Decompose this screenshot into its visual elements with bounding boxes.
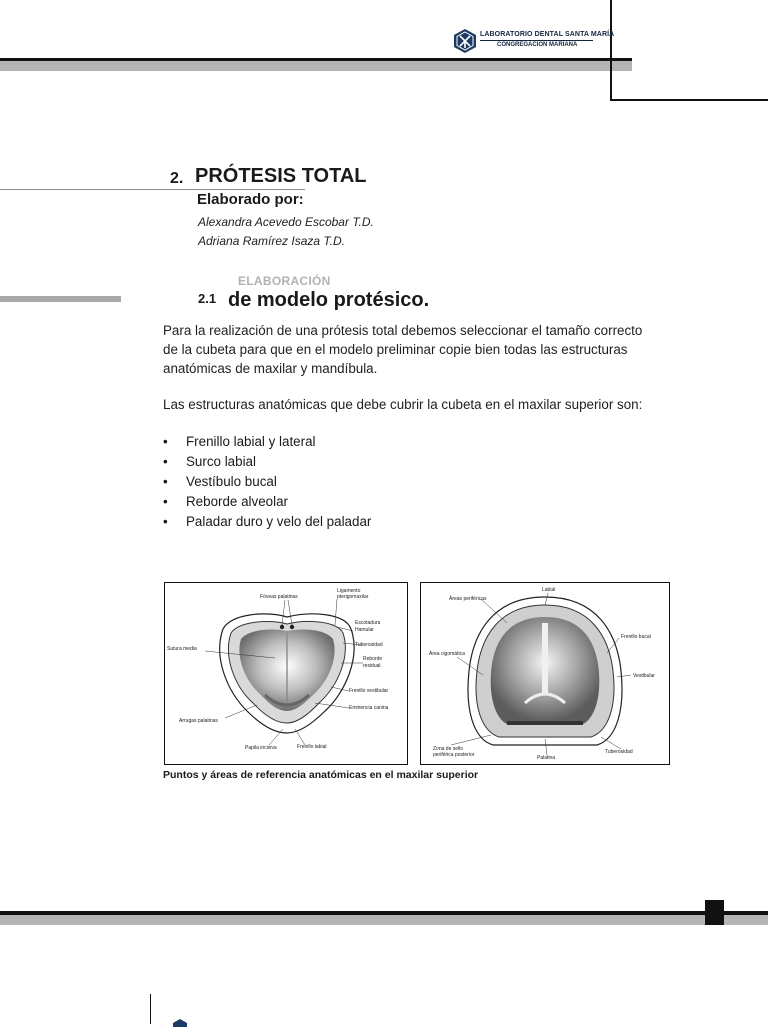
subsection-kicker: ELABORACIÓN: [238, 274, 331, 288]
logo-rule: [480, 40, 593, 41]
lab-logo-icon: [173, 1019, 187, 1027]
list-item: • Paladar duro y velo del paladar: [163, 512, 371, 532]
list-item: • Vestíbulo bucal: [163, 472, 371, 492]
subsection-number: 2.1: [198, 291, 217, 306]
author-heading: Elaborado por:: [197, 191, 304, 208]
figure-peripheral-areas: [420, 582, 670, 765]
corner-mark-vertical: [610, 0, 612, 101]
figure-label: Frenillo bucal: [621, 634, 651, 640]
bullet-icon: •: [163, 514, 168, 529]
figure-maxilla-landmarks: [164, 582, 408, 765]
figure-label: Tuberosidad: [355, 642, 383, 648]
author-name: Adriana Ramírez Isaza T.D.: [198, 234, 345, 248]
bullet-icon: •: [163, 494, 168, 509]
figure-label: Arrugas palatinas: [179, 718, 218, 724]
footer-vertical-rule: [150, 994, 151, 1024]
figure-label: Palatina: [537, 755, 556, 761]
figure-label: Área cigomática: [429, 651, 465, 657]
body-paragraph: [163, 321, 678, 378]
figure-label: Fóveas palatinas: [260, 594, 298, 600]
corner-mark-horizontal: [610, 99, 768, 101]
section-rule: [0, 189, 305, 190]
figure-label: Labial: [542, 587, 556, 593]
header-gray-bar: [0, 61, 632, 71]
author-name: Alexandra Acevedo Escobar T.D.: [198, 215, 374, 229]
figure-label: Áreas periféricas: [449, 596, 487, 602]
list-item: • Frenillo labial y lateral: [163, 432, 371, 452]
structures-list: [163, 432, 371, 532]
paragraph-line: de la cubeta para que en el modelo preliminar copie bien todas las estructuras: [163, 342, 628, 357]
subsection-title: de modelo protésico.: [228, 289, 430, 311]
subsection-gray-bar: [0, 296, 121, 302]
bullet-icon: •: [163, 434, 168, 449]
figure-label: Escotadura: [355, 620, 381, 626]
paragraph-line: Para la realización de una prótesis total debemos seleccionar el tamaño correcto: [163, 323, 643, 338]
figure-label: Reborde: [363, 656, 383, 662]
figure-label: Frenillo vestibular: [349, 688, 389, 694]
section-title: PRÓTESIS TOTAL: [195, 165, 367, 187]
footer-gray-bar: [0, 915, 768, 925]
figure-label: Papila incisiva: [245, 745, 277, 751]
logo-subtitle: CONGREGACIÓN MARIANA: [497, 42, 578, 48]
figure-label: Eminencia canina: [349, 705, 389, 711]
footer-square-marker: [705, 900, 724, 925]
section-number: 2.: [170, 170, 184, 187]
figure-label: residual: [363, 663, 381, 669]
figure-label: Frenillo labial: [297, 744, 327, 750]
figure-caption: Puntos y áreas de referencia anatómicas en el maxilar superior: [163, 769, 479, 781]
list-item: • Surco labial: [163, 452, 371, 472]
figure-label: pterigomaxilar: [337, 594, 369, 600]
figure-label: periférica posterior: [433, 752, 475, 758]
figure-label: Zona de sello: [433, 746, 464, 752]
figure-label: Ligamento: [337, 588, 361, 594]
list-item: • Reborde alveolar: [163, 492, 371, 512]
peripheral-areas-illustration: [421, 583, 669, 764]
bullet-icon: •: [163, 454, 168, 469]
bullet-icon: •: [163, 474, 168, 489]
body-paragraph-2: Las estructuras anatómicas que debe cubrir la cubeta en el maxilar superior son:: [163, 397, 643, 412]
figure-label: Vestibular: [633, 673, 655, 679]
lab-logo-icon: [453, 28, 477, 54]
figure-label: Tuberosidad: [605, 749, 633, 755]
figure-label: Hamular: [355, 627, 374, 633]
logo-title: LABORATORIO DENTAL SANTA MARÍA: [480, 31, 615, 38]
paragraph-line: anatómicas de maxilar y mandíbula.: [163, 361, 378, 376]
figure-label: Sutura media: [167, 646, 197, 652]
maxilla-illustration: [165, 583, 407, 764]
